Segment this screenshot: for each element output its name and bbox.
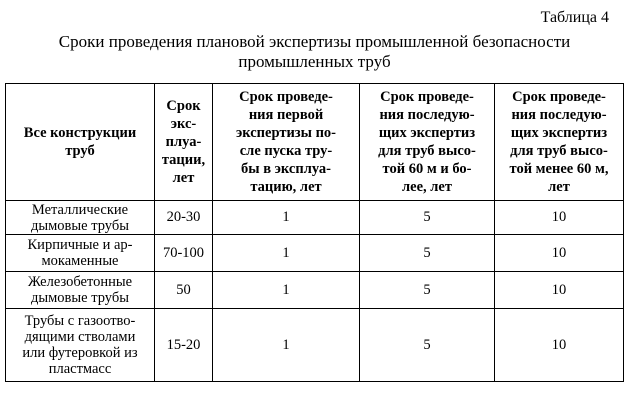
cell-first-exam: 1 bbox=[213, 201, 360, 235]
table-row bbox=[6, 235, 624, 272]
cell-construction: Трубы с газоотво- дящими стволами или футеровкой из пластмасс bbox=[6, 309, 155, 382]
cell-first-exam: 1 bbox=[213, 272, 360, 309]
table-row bbox=[6, 272, 624, 309]
cell-next-exam-under-60: 10 bbox=[495, 309, 624, 382]
cell-next-exam-60-plus: 5 bbox=[360, 309, 495, 382]
inspection-schedule-table bbox=[5, 83, 624, 382]
table-title-line-2: промышленных труб bbox=[238, 52, 391, 71]
cell-construction: Кирпичные и ар- мокаменные bbox=[6, 235, 155, 272]
header-next-exam-60-plus: Срок проведе- ния последую- щих экспертиз для труб высо- той 60 м и бо- лее, лет bbox=[360, 84, 495, 201]
cell-first-exam: 1 bbox=[213, 309, 360, 382]
header-first-exam: Срок проведе- ния первой экспертизы по- сле пуска тру- бы в эксплуа- тацию, лет bbox=[213, 84, 360, 201]
cell-next-exam-60-plus: 5 bbox=[360, 235, 495, 272]
cell-next-exam-under-60: 10 bbox=[495, 201, 624, 235]
table-title bbox=[0, 32, 629, 72]
header-construction: Все конструкции труб bbox=[6, 84, 155, 201]
cell-first-exam: 1 bbox=[213, 235, 360, 272]
cell-construction: Железобетонные дымовые трубы bbox=[6, 272, 155, 309]
header-service-life: Срок экс- плуа- тации, лет bbox=[155, 84, 213, 201]
table-number: Таблица 4 bbox=[540, 9, 609, 26]
table-row bbox=[6, 309, 624, 382]
cell-service-life: 20-30 bbox=[155, 201, 213, 235]
table-row bbox=[6, 201, 624, 235]
cell-service-life: 50 bbox=[155, 272, 213, 309]
table-header-row bbox=[6, 84, 624, 201]
header-next-exam-under-60: Срок проведе- ния последую- щих экспертиз для труб высо- той менее 60 м, лет bbox=[495, 84, 624, 201]
cell-next-exam-under-60: 10 bbox=[495, 272, 624, 309]
cell-next-exam-60-plus: 5 bbox=[360, 272, 495, 309]
cell-construction: Металлические дымовые трубы bbox=[6, 201, 155, 235]
cell-next-exam-under-60: 10 bbox=[495, 235, 624, 272]
cell-service-life: 70-100 bbox=[155, 235, 213, 272]
table-title-line-1: Сроки проведения плановой экспертизы промышленной безопасности bbox=[58, 32, 571, 51]
cell-next-exam-60-plus: 5 bbox=[360, 201, 495, 235]
cell-service-life: 15-20 bbox=[155, 309, 213, 382]
